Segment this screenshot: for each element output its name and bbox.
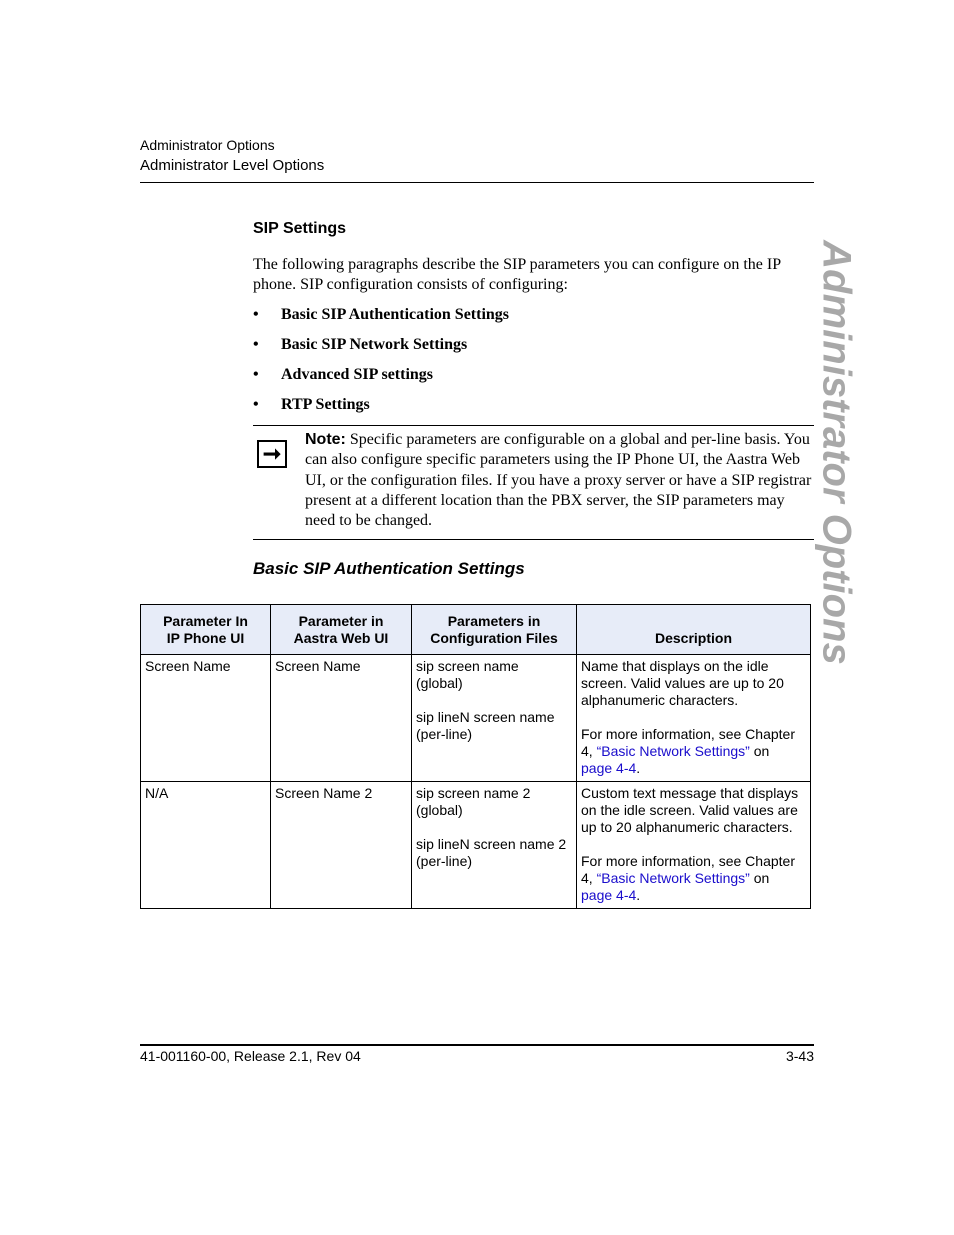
cell-web-ui: Screen Name 2 [271, 782, 412, 909]
running-header-section: Administrator Level Options [140, 157, 325, 174]
intro-paragraph: The following paragraphs describe the SIP parameters you can configure on the IP phone. SIP configuration consists of configuring: [253, 256, 781, 293]
cell-web-ui: Screen Name [271, 655, 412, 782]
list-item: • Advanced SIP settings [253, 366, 434, 383]
note-box [305, 430, 815, 531]
list-item: • Basic SIP Authentication Settings [253, 306, 510, 323]
list-item: • Basic SIP Network Settings [253, 336, 468, 353]
running-header-chapter: Administrator Options [140, 137, 275, 153]
cell-description: Custom text message that displays on the idle screen. Valid values are up to 20 alphanumeric characters. For more information, see Chapter 4, “Basic Network Settings” on page 4-4. [577, 782, 811, 909]
cell-config-files: sip screen name 2 (global) sip lineN screen name 2 (per-line) [412, 782, 577, 909]
note-body: Specific parameters are configurable on a global and per-line basis. You can also configure specific parameters using the IP Phone UI, the Aastra Web UI, or the configuration files. If you have a proxy server or have a SIP registrar present at a different location than the PBX server, the SIP parameters may need to be changed. [305, 431, 812, 530]
list-item: • RTP Settings [253, 396, 370, 413]
footer-doc-id: 41-001160-00, Release 2.1, Rev 04 [140, 1048, 361, 1064]
header-rule [140, 182, 814, 183]
subsection-title: Basic SIP Authentication Settings [253, 559, 525, 578]
chapter-side-tab [812, 239, 860, 665]
page-reference-link[interactable]: page 4-4 [581, 760, 637, 776]
parameters-table [140, 604, 811, 909]
header-ip-phone-ui: Parameter In IP Phone UI [141, 605, 271, 655]
page-reference-link[interactable]: page 4-4 [581, 887, 637, 903]
basic-network-settings-link[interactable]: “Basic Network Settings” [596, 743, 750, 759]
cell-description: Name that displays on the idle screen. Valid values are up to 20 alphanumeric characters. For more information, see Chapter 4, “Basic Network Settings” on page 4-4. [577, 655, 811, 782]
table-header-row [141, 605, 811, 655]
header-description: Description [577, 605, 811, 655]
config-list [253, 305, 509, 425]
cell-ip-phone-ui: N/A [141, 782, 271, 909]
header-web-ui: Parameter in Aastra Web UI [271, 605, 412, 655]
table-row [141, 655, 811, 782]
arrow-right-icon: ➞ [257, 440, 287, 468]
cell-ip-phone-ui: Screen Name [141, 655, 271, 782]
footer-rule [140, 1044, 814, 1046]
section-title: SIP Settings [253, 220, 347, 237]
header-config-files: Parameters in Configuration Files [412, 605, 577, 655]
side-tab-label: Administrator Options [814, 239, 859, 665]
basic-network-settings-link[interactable]: “Basic Network Settings” [596, 870, 750, 886]
note-label: Note: [305, 431, 346, 448]
note-rule-top [253, 425, 814, 426]
cell-config-files: sip screen name (global) sip lineN screen name (per-line) [412, 655, 577, 782]
table-row [141, 782, 811, 909]
note-rule-bottom [253, 539, 814, 540]
footer-page-number: 3-43 [785, 1048, 814, 1064]
